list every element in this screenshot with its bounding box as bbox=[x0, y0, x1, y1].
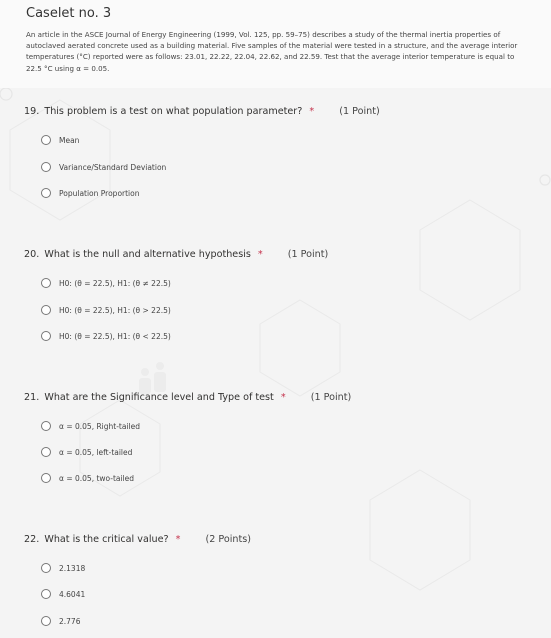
radio-button[interactable] bbox=[41, 331, 51, 341]
option-label: H0: (θ = 22.5), H1: (θ < 22.5) bbox=[59, 331, 171, 341]
question-title bbox=[24, 249, 328, 260]
required-marker: * bbox=[280, 392, 286, 403]
option-label: H0: (θ = 22.5), H1: (θ ≠ 22.5) bbox=[59, 278, 171, 288]
required-marker: * bbox=[309, 106, 315, 117]
option-variance[interactable] bbox=[41, 160, 166, 174]
question-text: What is the critical value? bbox=[44, 534, 169, 545]
option-mean[interactable] bbox=[41, 133, 79, 147]
option-label: α = 0.05, Right-tailed bbox=[59, 421, 140, 431]
required-marker: * bbox=[175, 534, 181, 545]
option-two-tailed[interactable] bbox=[41, 471, 134, 485]
option-label: 2.1318 bbox=[59, 563, 86, 573]
option-2-1318[interactable] bbox=[41, 561, 85, 575]
radio-button[interactable] bbox=[41, 421, 51, 431]
option-label: Population Proportion bbox=[59, 188, 140, 198]
radio-button[interactable] bbox=[41, 162, 51, 172]
question-points: (2 Points) bbox=[205, 534, 251, 545]
radio-button[interactable] bbox=[41, 473, 51, 483]
option-two-sided[interactable] bbox=[41, 276, 171, 290]
option-proportion[interactable] bbox=[41, 186, 140, 200]
option-label: H0: (θ = 22.5), H1: (θ > 22.5) bbox=[59, 305, 171, 315]
required-marker: * bbox=[257, 249, 263, 260]
option-label: Mean bbox=[59, 135, 80, 145]
caselet-description: An article in the ASCE Journal of Energy Engineering (1999, Vol. 125, pp. 59–75) describes a study of the thermal inertia properties of autoclaved aerated concrete used as a building material. Five samples of the material were tested in a structure, and the average interior temperatures (°C) reported were as follows: 23.01, 22.22, 22.04, 22.62, and 22.59. Test that the average interior temperature is equal to 22.5 °C using α = 0.05. bbox=[26, 30, 518, 73]
question-number: 20. bbox=[24, 249, 40, 260]
question-points: (1 Point) bbox=[339, 106, 380, 117]
radio-button[interactable] bbox=[41, 305, 51, 315]
option-label: α = 0.05, left-tailed bbox=[59, 447, 133, 457]
question-title bbox=[24, 534, 251, 545]
option-label: α = 0.05, two-tailed bbox=[59, 473, 135, 483]
question-text: What are the Significance level and Type of test bbox=[44, 392, 274, 403]
caselet-block bbox=[0, 0, 551, 88]
question-number: 21. bbox=[24, 392, 40, 403]
question-points: (1 Point) bbox=[287, 249, 329, 260]
question-text: This problem is a test on what population parameter? bbox=[44, 106, 303, 117]
radio-button[interactable] bbox=[41, 563, 51, 573]
radio-button[interactable] bbox=[41, 589, 51, 599]
question-points: (1 Point) bbox=[310, 392, 352, 403]
question-text: What is the null and alternative hypothesis bbox=[44, 249, 251, 260]
option-less[interactable] bbox=[41, 329, 171, 343]
option-2-776[interactable] bbox=[41, 614, 80, 628]
radio-button[interactable] bbox=[41, 135, 51, 145]
option-greater[interactable] bbox=[41, 303, 171, 317]
radio-button[interactable] bbox=[41, 447, 51, 457]
question-title bbox=[24, 106, 380, 117]
option-label: 4.6041 bbox=[59, 589, 86, 599]
question-number: 19. bbox=[24, 106, 40, 117]
option-left-tailed[interactable] bbox=[41, 445, 132, 459]
radio-button[interactable] bbox=[41, 278, 51, 288]
question-number: 22. bbox=[24, 534, 40, 545]
option-right-tailed[interactable] bbox=[41, 419, 140, 433]
option-4-6041[interactable] bbox=[41, 587, 85, 601]
caselet-title: Caselet no. 3 bbox=[26, 6, 112, 21]
radio-button[interactable] bbox=[41, 616, 51, 626]
radio-button[interactable] bbox=[41, 188, 51, 198]
option-label: Variance/Standard Deviation bbox=[59, 162, 167, 172]
question-title bbox=[24, 392, 351, 403]
option-label: 2.776 bbox=[59, 616, 81, 626]
